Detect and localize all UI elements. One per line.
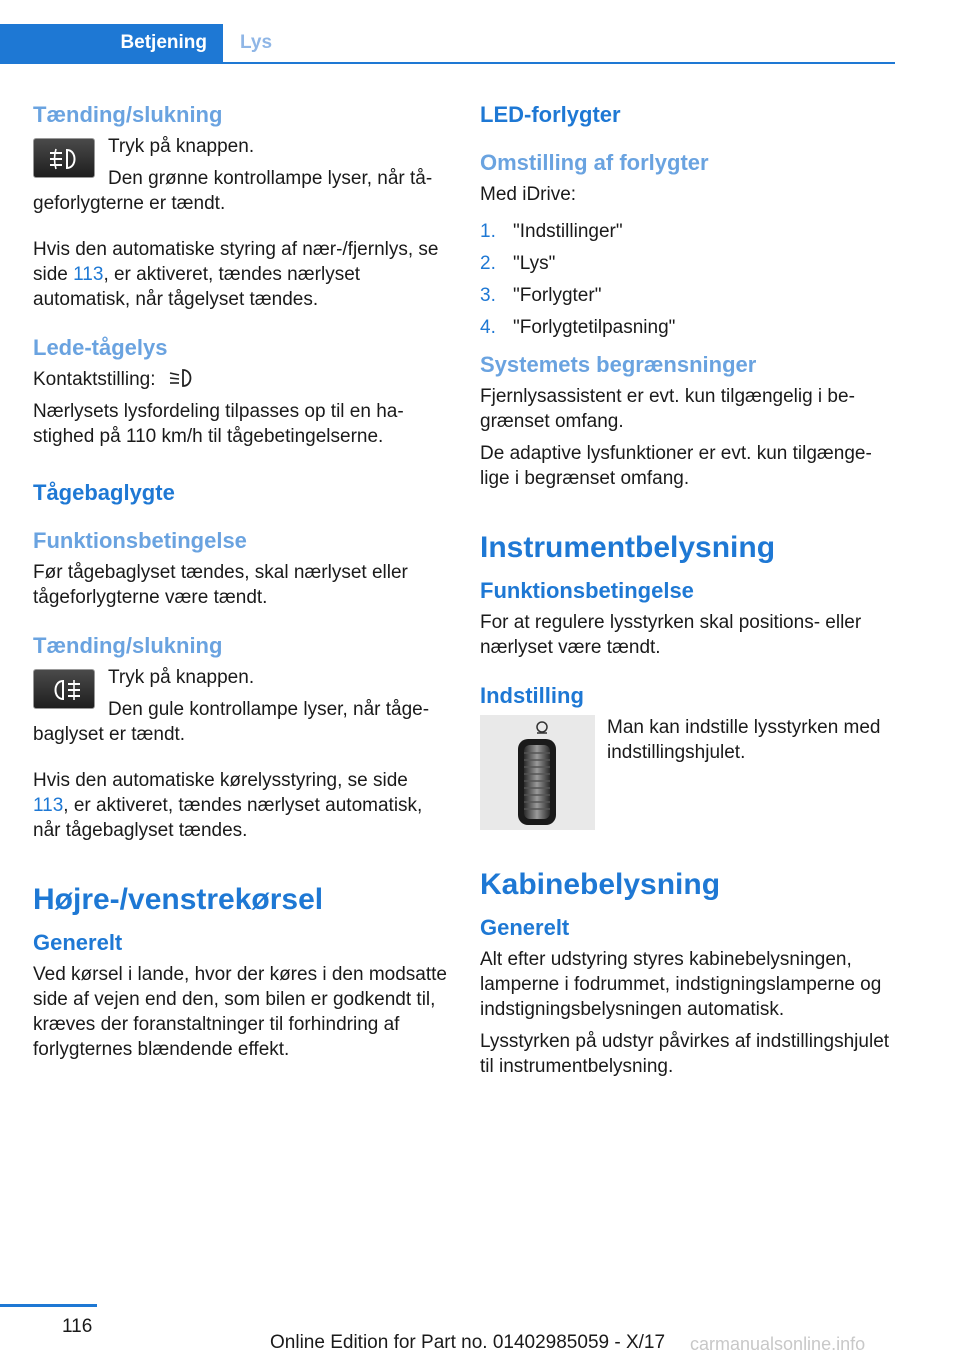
idrive-intro: Med iDrive: bbox=[480, 184, 577, 205]
front-fog-step: Tryk på knappen. bbox=[108, 136, 255, 157]
lede-taagelys-text: Nærlysets lysfordeling tilpasses op til en hastighed på 110 km/h til tågebetingelserne. bbox=[33, 401, 404, 447]
heading-taending-slukning-1: Tænding/slukning bbox=[33, 102, 223, 127]
page-number: 116 bbox=[62, 1316, 93, 1337]
indstilling-block bbox=[480, 715, 895, 835]
heading-funktionsbetingelse-1: Funktionsbetingelse bbox=[33, 528, 247, 553]
rear-fog-auto-note: Hvis den automatiske kørelysstyring, se side 113, er aktiveret, tændes nærlyset automatisk, når tågebaglyset tændes. bbox=[33, 770, 423, 841]
thumbwheel-image bbox=[480, 715, 595, 830]
funktionsbetingelse-text-2: For at regulere lysstyrken skal positions- eller nærlyset være tændt. bbox=[480, 612, 862, 658]
list-item: 4. "Forlygtetilpasning" bbox=[480, 317, 676, 338]
front-fog-light-button-icon bbox=[33, 138, 95, 178]
heading-hojre-venstrekorsel: Højre-/venstrekørsel bbox=[33, 883, 324, 916]
front-fog-instruction bbox=[33, 134, 448, 216]
heading-indstilling: Indstilling bbox=[480, 683, 584, 708]
rear-fog-step: Tryk på knappen. bbox=[108, 667, 255, 688]
heading-omstilling-af-forlygter: Omstilling af forlygter bbox=[480, 150, 709, 175]
rear-fog-instruction bbox=[33, 665, 448, 747]
idrive-steps-list bbox=[480, 219, 895, 340]
heading-kabinebelysning: Kabinebelysning bbox=[480, 868, 721, 901]
heading-led-forlygter: LED-forlygter bbox=[480, 102, 621, 127]
footer-rule bbox=[0, 1304, 97, 1307]
kabine-text-1: Alt efter udstyring styres kabinebelysningen, lamperne i fodrummet, indstigningslamperne og indstigningsbelysningen automatisk. bbox=[480, 949, 882, 1020]
rear-fog-light-button-icon bbox=[33, 669, 95, 709]
kontaktstilling-line: Kontaktstilling: bbox=[33, 367, 448, 392]
front-fog-indicator-text: Den grønne kontrollampe lyser, når tågeforlygterne er tændt. bbox=[33, 168, 433, 214]
heading-lede-taagelys: Lede-tågelys bbox=[33, 335, 168, 360]
watermark: carmanualsonline.info bbox=[690, 1334, 866, 1354]
kabine-text-2: Lysstyrken på udstyr påvirkes af indstillingshjulet til instrumentbelysning. bbox=[480, 1031, 890, 1077]
page-link-113[interactable]: 113 bbox=[73, 264, 104, 285]
fog-headlight-symbol-icon bbox=[167, 368, 195, 388]
begraensninger-text-2: De adaptive lysfunktioner er evt. kun tilgængelige i begrænset omfang. bbox=[480, 443, 872, 489]
heading-taagebaglygte: Tågebaglygte bbox=[33, 480, 175, 505]
rear-fog-indicator-text: Den gule kontrollampe lyser, når tågebaglyset er tændt. bbox=[33, 699, 430, 745]
right-column bbox=[480, 100, 895, 1086]
tab-betjening[interactable]: Betjening bbox=[0, 24, 223, 62]
list-item: 3. "Forlygter" bbox=[480, 285, 602, 306]
chapter-tabbar bbox=[0, 24, 895, 64]
edition-note: Online Edition for Part no. 01402985059 - X/17 bbox=[270, 1332, 666, 1353]
generelt-text-1: Ved kørsel i lande, hvor der køres i den modsatte side af vejen end den, som bilen er godkendt til, kræves der foranstaltninger til forhindring af forlygternes blændende effekt. bbox=[33, 964, 447, 1060]
indstilling-text: Man kan indstille lysstyrken med indstillingshjulet. bbox=[607, 717, 881, 763]
heading-funktionsbetingelse-2: Funktionsbetingelse bbox=[480, 578, 694, 603]
heading-systemets-begraensninger: Systemets begrænsninger bbox=[480, 352, 757, 377]
front-fog-auto-note: Hvis den automatiske styring af nær-/fjernlys, se side 113, er aktiveret, tændes nærlyset automatisk, når tågelyset tændes. bbox=[33, 239, 439, 310]
heading-generelt-2: Generelt bbox=[480, 915, 570, 940]
list-item: 2. "Lys" bbox=[480, 253, 556, 274]
tab-lys[interactable]: Lys bbox=[240, 32, 273, 53]
begraensninger-text-1: Fjernlysassistent er evt. kun tilgængelig i begrænset omfang. bbox=[480, 386, 855, 432]
funktionsbetingelse-text-1: Før tågebaglyset tændes, skal nærlyset eller tågeforlygterne være tændt. bbox=[33, 562, 408, 608]
heading-generelt-1: Generelt bbox=[33, 930, 123, 955]
heading-taending-slukning-2: Tænding/slukning bbox=[33, 633, 223, 658]
left-column bbox=[33, 100, 448, 1069]
list-item: 1. "Indstillinger" bbox=[480, 221, 623, 242]
heading-instrumentbelysning: Instrumentbelysning bbox=[480, 531, 776, 564]
page-link-113-b[interactable]: 113 bbox=[33, 795, 64, 816]
